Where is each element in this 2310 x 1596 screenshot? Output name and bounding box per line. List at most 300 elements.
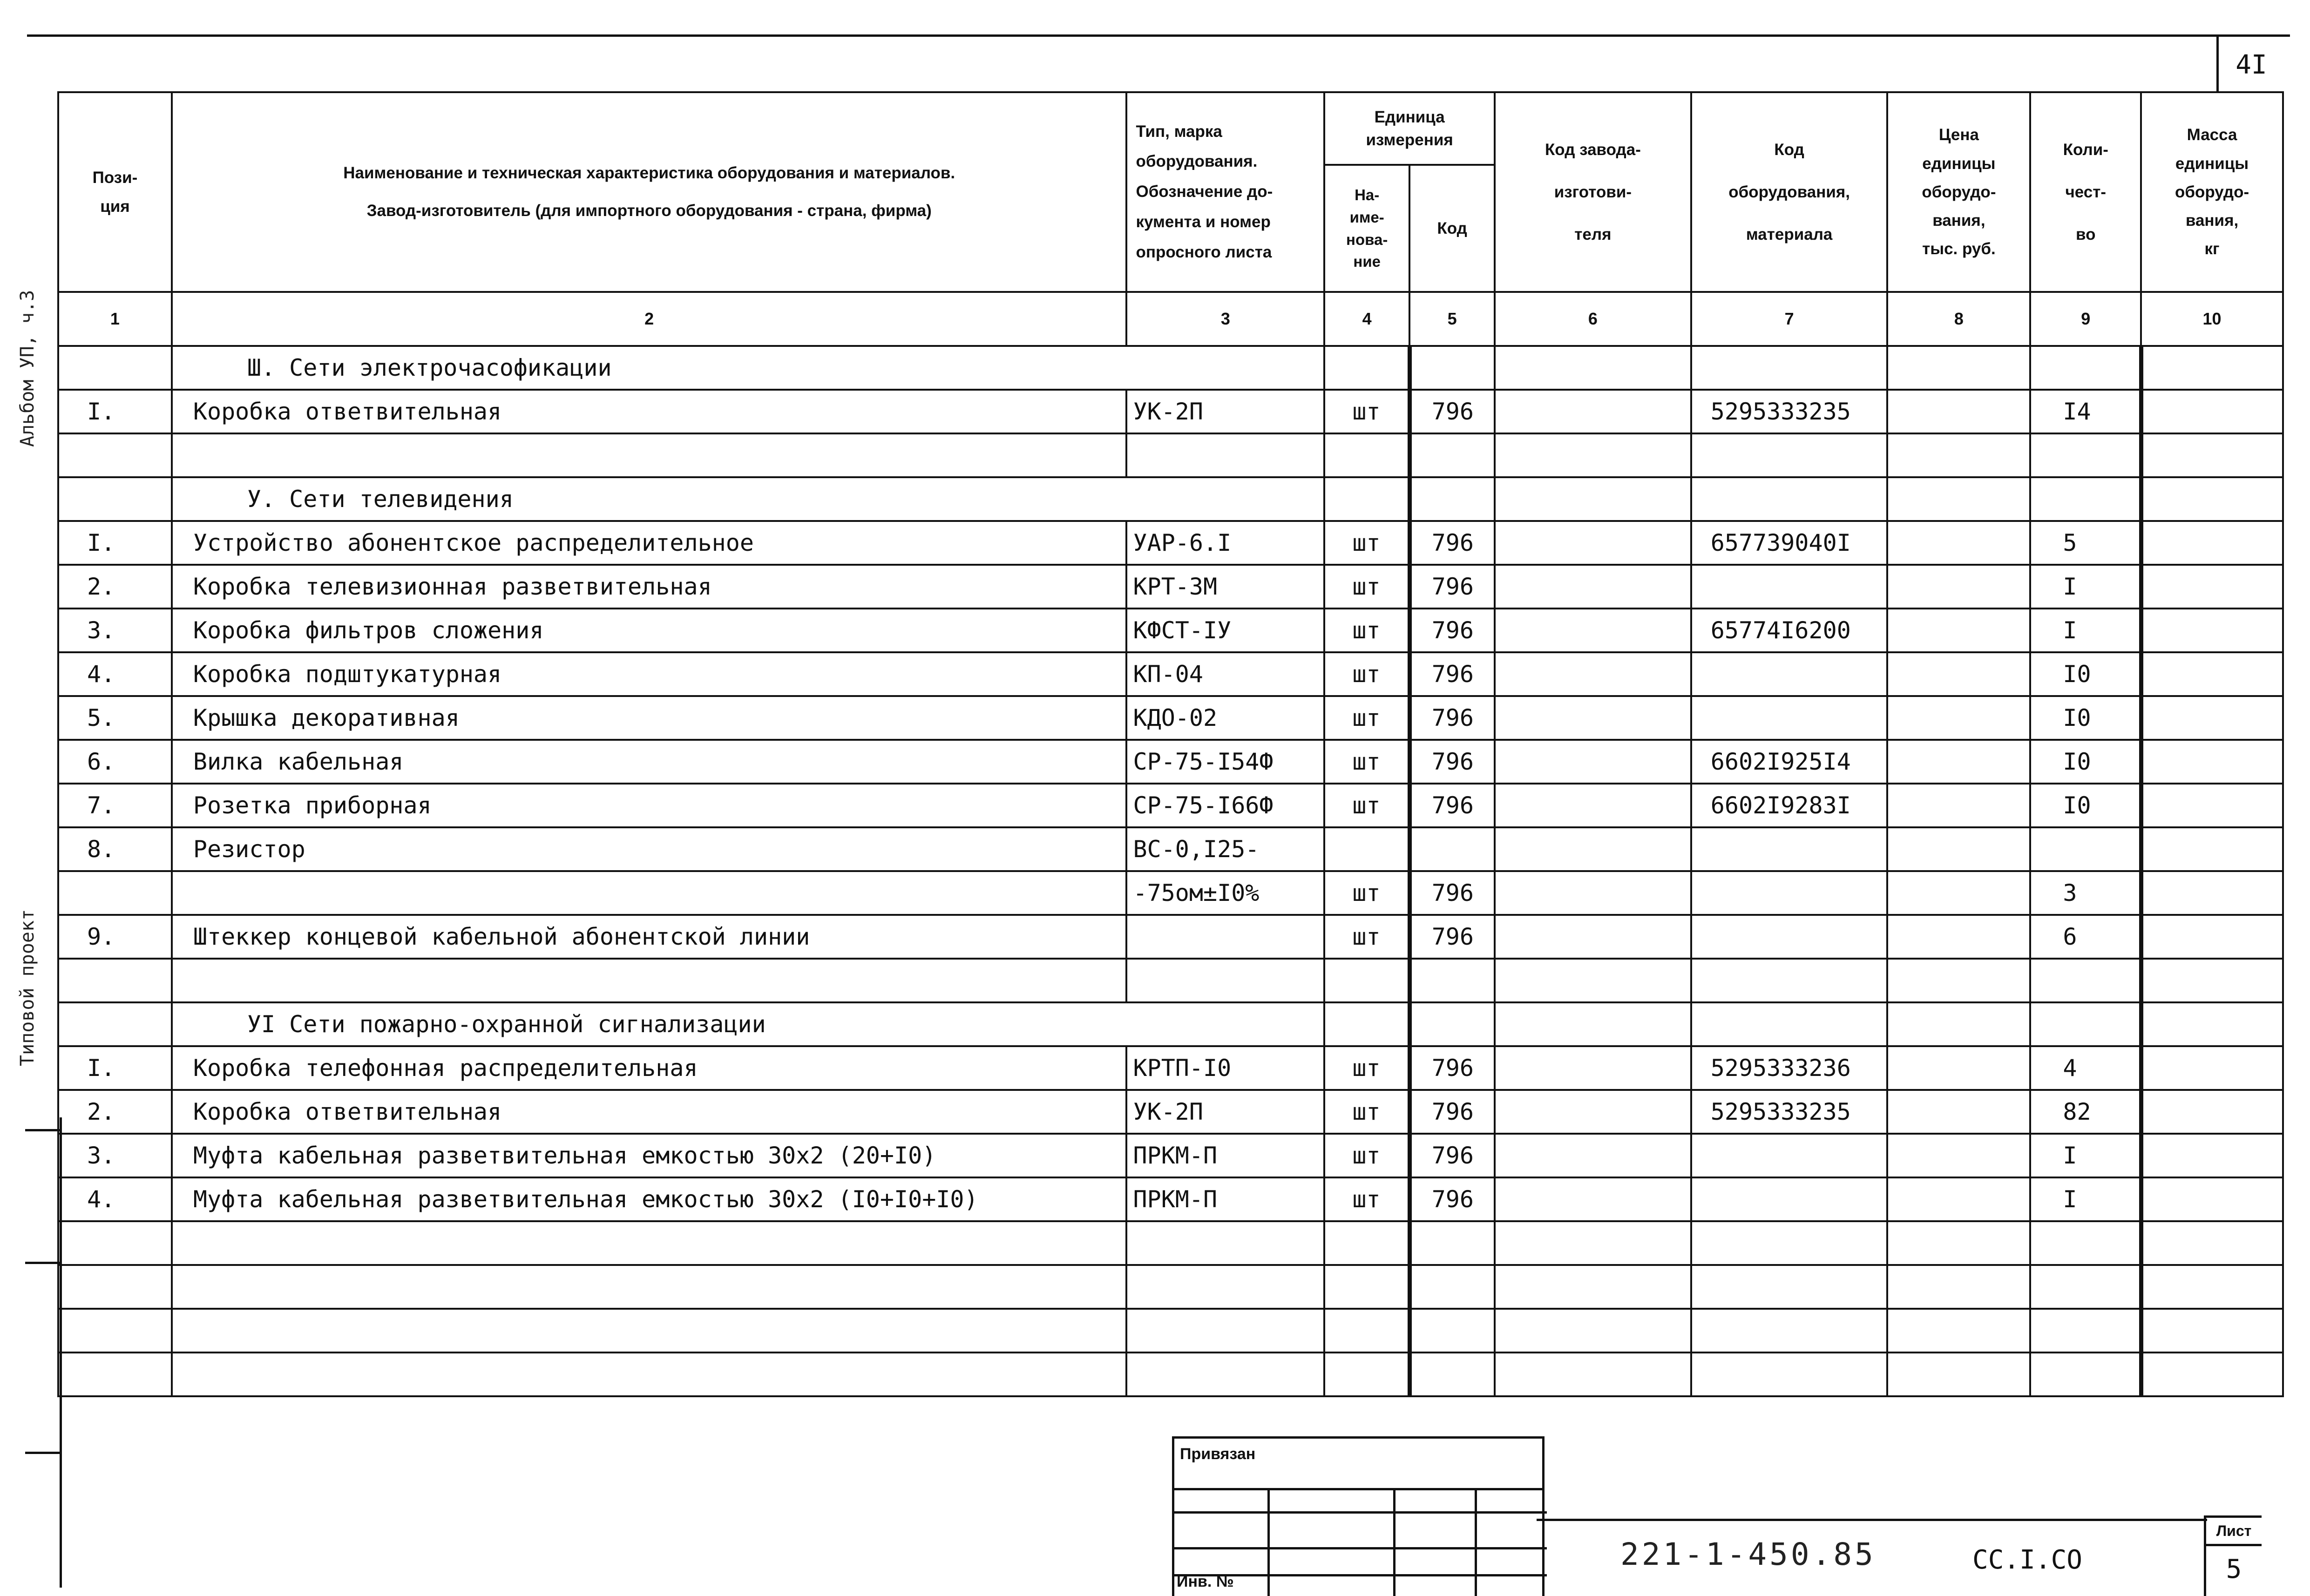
column-number: 5 bbox=[1409, 292, 1495, 346]
cell-price bbox=[1887, 1353, 2030, 1396]
cell-unit-code bbox=[1409, 346, 1495, 390]
cell-mass bbox=[2141, 565, 2283, 609]
cell-price bbox=[1887, 696, 2030, 740]
cell-unit: шт bbox=[1324, 565, 1409, 609]
cell-position bbox=[58, 871, 172, 915]
cell-plant-code bbox=[1495, 1309, 1691, 1353]
header-name-line2: Завод-изготовитель (для импортного оборудования - страна, фирма) bbox=[366, 201, 932, 220]
cell-mark: УАР-6.I bbox=[1126, 521, 1324, 565]
cell-plant-code bbox=[1495, 1353, 1691, 1396]
cell-position: 3. bbox=[58, 1134, 172, 1177]
cell-plant-code bbox=[1495, 565, 1691, 609]
cell-quantity bbox=[2030, 433, 2141, 477]
cell-equipment-code bbox=[1691, 477, 1888, 521]
cell-quantity bbox=[2030, 827, 2141, 871]
cell-price bbox=[1887, 433, 2030, 477]
cell-plant-code bbox=[1495, 477, 1691, 521]
cell-name: Штеккер концевой кабельной абонентской линии bbox=[172, 915, 1127, 959]
cell-unit bbox=[1324, 1221, 1409, 1265]
cell-price bbox=[1887, 1265, 2030, 1309]
cell-equipment-code: 657739040I bbox=[1691, 521, 1888, 565]
cell-unit-code bbox=[1409, 1309, 1495, 1353]
cell-price bbox=[1887, 740, 2030, 784]
cell-unit-code bbox=[1409, 1265, 1495, 1309]
cell-name: Розетка приборная bbox=[172, 784, 1127, 827]
cell-unit-code bbox=[1409, 1002, 1495, 1046]
cell-position: 2. bbox=[58, 1090, 172, 1134]
cell-mass bbox=[2141, 1353, 2283, 1396]
cell-name bbox=[172, 1309, 1127, 1353]
column-number: 10 bbox=[2141, 292, 2283, 346]
table-row bbox=[58, 565, 2283, 609]
cell-equipment-code bbox=[1691, 827, 1888, 871]
cell-mark: ВС-0,I25- bbox=[1126, 827, 1324, 871]
cell-mark bbox=[1126, 1265, 1324, 1309]
page-number: 4I bbox=[2216, 36, 2284, 93]
cell-position: 8. bbox=[58, 827, 172, 871]
cell-unit: шт bbox=[1324, 1177, 1409, 1221]
cell-price bbox=[1887, 1177, 2030, 1221]
cell-equipment-code bbox=[1691, 1353, 1888, 1396]
cell-quantity: I bbox=[2030, 565, 2141, 609]
table-row bbox=[58, 915, 2283, 959]
cell-position: I. bbox=[58, 1046, 172, 1090]
cell-mass bbox=[2141, 1134, 2283, 1177]
cell-unit: шт bbox=[1324, 1090, 1409, 1134]
cell-unit: шт bbox=[1324, 609, 1409, 652]
table-row bbox=[58, 521, 2283, 565]
sheet-top-border bbox=[27, 34, 2290, 37]
table-row bbox=[58, 871, 2283, 915]
cell-name: Крышка декоративная bbox=[172, 696, 1127, 740]
cell-position: 6. bbox=[58, 740, 172, 784]
cell-name: Коробка фильтров сложения bbox=[172, 609, 1127, 652]
cell-unit-code: 796 bbox=[1409, 740, 1495, 784]
cell-position: 9. bbox=[58, 915, 172, 959]
column-number: 4 bbox=[1324, 292, 1409, 346]
cell-quantity: I0 bbox=[2030, 696, 2141, 740]
stamp-grid-line bbox=[1174, 1547, 1547, 1549]
cell-equipment-code: 65774I6200 bbox=[1691, 609, 1888, 652]
cell-position: 4. bbox=[58, 652, 172, 696]
cell-position: 3. bbox=[58, 609, 172, 652]
cell-name bbox=[172, 1353, 1127, 1396]
cell-name: Коробка телефонная распределительная bbox=[172, 1046, 1127, 1090]
cell-quantity bbox=[2030, 1265, 2141, 1309]
cell-plant-code bbox=[1495, 1221, 1691, 1265]
cell-unit-code: 796 bbox=[1409, 652, 1495, 696]
column-number: 9 bbox=[2030, 292, 2141, 346]
cell-plant-code bbox=[1495, 696, 1691, 740]
cell-equipment-code: 5295333235 bbox=[1691, 390, 1888, 433]
cell-equipment-code: 5295333235 bbox=[1691, 1090, 1888, 1134]
cell-price bbox=[1887, 390, 2030, 433]
cell-mass bbox=[2141, 915, 2283, 959]
empty-row bbox=[58, 959, 2283, 1002]
cell-quantity: I bbox=[2030, 1134, 2141, 1177]
table-row bbox=[58, 740, 2283, 784]
table-row bbox=[58, 1090, 2283, 1134]
cell-mark: -75ом±I0% bbox=[1126, 871, 1324, 915]
cell-position bbox=[58, 1002, 172, 1046]
cell-price bbox=[1887, 1134, 2030, 1177]
cell-equipment-code bbox=[1691, 1177, 1888, 1221]
table-row bbox=[58, 827, 2283, 871]
stamp-grid-line bbox=[1267, 1490, 1270, 1596]
cell-mass bbox=[2141, 477, 2283, 521]
cell-mark: СР-75-I54Ф bbox=[1126, 740, 1324, 784]
cell-mass bbox=[2141, 1090, 2283, 1134]
cell-position: 4. bbox=[58, 1177, 172, 1221]
table-row bbox=[58, 784, 2283, 827]
cell-plant-code bbox=[1495, 959, 1691, 1002]
cell-equipment-code bbox=[1691, 1002, 1888, 1046]
cell-plant-code bbox=[1495, 1046, 1691, 1090]
cell-equipment-code bbox=[1691, 1309, 1888, 1353]
cell-quantity: I bbox=[2030, 1177, 2141, 1221]
cell-quantity bbox=[2030, 346, 2141, 390]
cell-quantity bbox=[2030, 959, 2141, 1002]
cell-name: Коробка ответвительная bbox=[172, 1090, 1127, 1134]
cell-plant-code bbox=[1495, 433, 1691, 477]
column-number: 1 bbox=[58, 292, 172, 346]
cell-unit: шт bbox=[1324, 652, 1409, 696]
cell-plant-code bbox=[1495, 1090, 1691, 1134]
empty-row bbox=[58, 1265, 2283, 1309]
side-label-album: Альбом УП, ч.3 bbox=[17, 290, 38, 447]
cell-name: Вилка кабельная bbox=[172, 740, 1127, 784]
cell-position: I. bbox=[58, 390, 172, 433]
cell-equipment-code: 6602I925I4 bbox=[1691, 740, 1888, 784]
cell-plant-code bbox=[1495, 915, 1691, 959]
cell-position bbox=[58, 1265, 172, 1309]
stamp-attached-label: Привязан bbox=[1172, 1436, 1545, 1490]
cell-unit-code: 796 bbox=[1409, 784, 1495, 827]
cell-unit-code bbox=[1409, 433, 1495, 477]
cell-mass bbox=[2141, 346, 2283, 390]
cell-equipment-code bbox=[1691, 565, 1888, 609]
cell-unit: шт bbox=[1324, 784, 1409, 827]
cell-name: Муфта кабельная разветвительная емкостью 30х2 (I0+I0+I0) bbox=[172, 1177, 1127, 1221]
cell-name: Устройство абонентское распределительное bbox=[172, 521, 1127, 565]
cell-equipment-code bbox=[1691, 1134, 1888, 1177]
cell-quantity bbox=[2030, 1309, 2141, 1353]
cell-mass bbox=[2141, 1046, 2283, 1090]
cell-price bbox=[1887, 871, 2030, 915]
cell-price bbox=[1887, 609, 2030, 652]
table-row bbox=[58, 1177, 2283, 1221]
cell-equipment-code: 6602I9283I bbox=[1691, 784, 1888, 827]
cell-plant-code bbox=[1495, 827, 1691, 871]
cell-mark: ПРКМ-П bbox=[1126, 1134, 1324, 1177]
cell-quantity bbox=[2030, 1221, 2141, 1265]
section-title: Ш. Сети электрочасофикации bbox=[172, 346, 1324, 390]
cell-mark bbox=[1126, 1309, 1324, 1353]
cell-unit: шт bbox=[1324, 521, 1409, 565]
cell-mark: КРТП-I0 bbox=[1126, 1046, 1324, 1090]
cell-name: Резистор bbox=[172, 827, 1127, 871]
cell-unit-code: 796 bbox=[1409, 521, 1495, 565]
cell-unit-code: 796 bbox=[1409, 1134, 1495, 1177]
cell-mass bbox=[2141, 1265, 2283, 1309]
specification-table bbox=[57, 91, 2284, 1397]
cell-name bbox=[172, 433, 1127, 477]
margin-tick bbox=[25, 1129, 61, 1131]
cell-price bbox=[1887, 1002, 2030, 1046]
column-numbers-row bbox=[58, 292, 2283, 346]
empty-row bbox=[58, 433, 2283, 477]
header-name bbox=[172, 92, 1127, 292]
cell-mark: КРТ-3М bbox=[1126, 565, 1324, 609]
column-number: 8 bbox=[1887, 292, 2030, 346]
cell-equipment-code bbox=[1691, 1221, 1888, 1265]
cell-quantity: I0 bbox=[2030, 652, 2141, 696]
cell-mass bbox=[2141, 609, 2283, 652]
cell-equipment-code bbox=[1691, 696, 1888, 740]
cell-plant-code bbox=[1495, 1177, 1691, 1221]
cell-unit bbox=[1324, 1309, 1409, 1353]
section-title: У. Сети телевидения bbox=[172, 477, 1324, 521]
cell-mark bbox=[1126, 1353, 1324, 1396]
stamp-grid-line bbox=[1475, 1490, 1477, 1596]
cell-price bbox=[1887, 784, 2030, 827]
cell-equipment-code bbox=[1691, 959, 1888, 1002]
cell-unit-code: 796 bbox=[1409, 565, 1495, 609]
section-row bbox=[58, 477, 2283, 521]
cell-price bbox=[1887, 1046, 2030, 1090]
cell-unit bbox=[1324, 1265, 1409, 1309]
cell-equipment-code bbox=[1691, 871, 1888, 915]
sheet-label: Лист bbox=[2206, 1518, 2262, 1546]
cell-equipment-code bbox=[1691, 915, 1888, 959]
cell-position: I. bbox=[58, 521, 172, 565]
cell-price bbox=[1887, 652, 2030, 696]
document-code: 221-1-450.85 bbox=[1620, 1536, 1876, 1572]
cell-quantity: 5 bbox=[2030, 521, 2141, 565]
cell-mass bbox=[2141, 827, 2283, 871]
cell-equipment-code bbox=[1691, 346, 1888, 390]
cell-name: Коробка телевизионная разветвительная bbox=[172, 565, 1127, 609]
cell-unit-code: 796 bbox=[1409, 609, 1495, 652]
header-unit-code: Код bbox=[1409, 165, 1495, 292]
cell-mass bbox=[2141, 1221, 2283, 1265]
cell-mark: КП-04 bbox=[1126, 652, 1324, 696]
cell-quantity bbox=[2030, 477, 2141, 521]
cell-quantity bbox=[2030, 1353, 2141, 1396]
cell-unit-code: 796 bbox=[1409, 390, 1495, 433]
cell-plant-code bbox=[1495, 346, 1691, 390]
cell-unit-code bbox=[1409, 477, 1495, 521]
empty-row bbox=[58, 1221, 2283, 1265]
sheet-number-box bbox=[2204, 1515, 2262, 1596]
stamp-grid-line bbox=[1393, 1490, 1395, 1596]
cell-unit: шт bbox=[1324, 696, 1409, 740]
cell-unit-code: 796 bbox=[1409, 1090, 1495, 1134]
cell-mark: ПРКМ-П bbox=[1126, 1177, 1324, 1221]
column-number: 3 bbox=[1126, 292, 1324, 346]
table-row bbox=[58, 1046, 2283, 1090]
cell-name: Коробка подштукатурная bbox=[172, 652, 1127, 696]
cell-plant-code bbox=[1495, 871, 1691, 915]
empty-row bbox=[58, 1353, 2283, 1396]
cell-price bbox=[1887, 1309, 2030, 1353]
cell-unit bbox=[1324, 433, 1409, 477]
section-row bbox=[58, 1002, 2283, 1046]
cell-name bbox=[172, 871, 1127, 915]
header-position: Пози- ция bbox=[58, 92, 172, 292]
cell-name bbox=[172, 1265, 1127, 1309]
cell-name bbox=[172, 959, 1127, 1002]
cell-unit-code bbox=[1409, 1221, 1495, 1265]
cell-unit bbox=[1324, 346, 1409, 390]
cell-position bbox=[58, 433, 172, 477]
cell-quantity: I4 bbox=[2030, 390, 2141, 433]
cell-price bbox=[1887, 1090, 2030, 1134]
cell-mass bbox=[2141, 652, 2283, 696]
cell-quantity: 4 bbox=[2030, 1046, 2141, 1090]
cell-unit bbox=[1324, 959, 1409, 1002]
table-row bbox=[58, 696, 2283, 740]
cell-unit-code: 796 bbox=[1409, 915, 1495, 959]
cell-quantity: I bbox=[2030, 609, 2141, 652]
header-name-line1: Наименование и техническая характеристика оборудования и материалов. bbox=[343, 164, 955, 182]
table-row bbox=[58, 609, 2283, 652]
cell-unit-code bbox=[1409, 959, 1495, 1002]
cell-price bbox=[1887, 915, 2030, 959]
cell-position: 2. bbox=[58, 565, 172, 609]
cell-unit bbox=[1324, 1002, 1409, 1046]
cell-equipment-code: 5295333236 bbox=[1691, 1046, 1888, 1090]
cell-position bbox=[58, 346, 172, 390]
cell-plant-code bbox=[1495, 652, 1691, 696]
cell-position bbox=[58, 477, 172, 521]
header-plant-code: Код завода- изготови- теля bbox=[1495, 92, 1691, 292]
cell-unit: шт bbox=[1324, 1134, 1409, 1177]
cell-mass bbox=[2141, 784, 2283, 827]
cell-position bbox=[58, 1353, 172, 1396]
column-number: 7 bbox=[1691, 292, 1888, 346]
cell-price bbox=[1887, 521, 2030, 565]
sheet-code: СС.I.СО bbox=[1972, 1545, 2083, 1575]
cell-quantity: I0 bbox=[2030, 740, 2141, 784]
stamp-grid-line bbox=[1174, 1511, 1547, 1514]
cell-mark: КФСТ-IУ bbox=[1126, 609, 1324, 652]
cell-mark bbox=[1126, 959, 1324, 1002]
cell-position bbox=[58, 1309, 172, 1353]
cell-plant-code bbox=[1495, 390, 1691, 433]
cell-unit bbox=[1324, 477, 1409, 521]
cell-plant-code bbox=[1495, 784, 1691, 827]
cell-mass bbox=[2141, 1002, 2283, 1046]
binding-stamp bbox=[1172, 1436, 1545, 1596]
cell-mass bbox=[2141, 1309, 2283, 1353]
cell-unit: шт bbox=[1324, 915, 1409, 959]
cell-position: 7. bbox=[58, 784, 172, 827]
header-quantity: Коли- чест- во bbox=[2030, 92, 2141, 292]
cell-equipment-code bbox=[1691, 433, 1888, 477]
header-unit-name: На- име- нова- ние bbox=[1324, 165, 1409, 292]
cell-price bbox=[1887, 959, 2030, 1002]
cell-name: Муфта кабельная разветвительная емкостью 30х2 (20+I0) bbox=[172, 1134, 1127, 1177]
cell-mark bbox=[1126, 1221, 1324, 1265]
cell-plant-code bbox=[1495, 1134, 1691, 1177]
empty-row bbox=[58, 1309, 2283, 1353]
cell-mass bbox=[2141, 521, 2283, 565]
cell-equipment-code bbox=[1691, 1265, 1888, 1309]
cell-unit-code: 796 bbox=[1409, 1177, 1495, 1221]
cell-price bbox=[1887, 477, 2030, 521]
header-price: Цена единицы оборудо- вания, тыс. руб. bbox=[1887, 92, 2030, 292]
table-row bbox=[58, 1134, 2283, 1177]
cell-quantity bbox=[2030, 1002, 2141, 1046]
cell-mass bbox=[2141, 433, 2283, 477]
cell-mark bbox=[1126, 915, 1324, 959]
cell-mass bbox=[2141, 1177, 2283, 1221]
cell-mark: КДО-02 bbox=[1126, 696, 1324, 740]
cell-quantity: 82 bbox=[2030, 1090, 2141, 1134]
margin-tick bbox=[25, 1452, 61, 1454]
table-row bbox=[58, 390, 2283, 433]
cell-plant-code bbox=[1495, 740, 1691, 784]
header-equipment-code: Код оборудования, материала bbox=[1691, 92, 1888, 292]
cell-mark bbox=[1126, 433, 1324, 477]
header-type: Тип, марка оборудования. Обозначение до- кумента и номер опросного листа bbox=[1126, 92, 1324, 292]
cell-mass bbox=[2141, 696, 2283, 740]
cell-unit bbox=[1324, 1353, 1409, 1396]
cell-unit-code: 796 bbox=[1409, 696, 1495, 740]
cell-price bbox=[1887, 1221, 2030, 1265]
side-label-project: Типовой проект bbox=[17, 909, 38, 1066]
section-title: УI Сети пожарно-охранной сигнализации bbox=[172, 1002, 1324, 1046]
cell-unit: шт bbox=[1324, 1046, 1409, 1090]
header-mass: Масса единицы оборудо- вания, кг bbox=[2141, 92, 2283, 292]
header-unit-group: Единица измерения bbox=[1324, 92, 1495, 165]
column-number: 6 bbox=[1495, 292, 1691, 346]
cell-position bbox=[58, 959, 172, 1002]
cell-equipment-code bbox=[1691, 652, 1888, 696]
cell-quantity: 3 bbox=[2030, 871, 2141, 915]
cell-mass bbox=[2141, 740, 2283, 784]
cell-price bbox=[1887, 827, 2030, 871]
stamp-inventory-label: Инв. № bbox=[1177, 1573, 1234, 1590]
cell-unit bbox=[1324, 827, 1409, 871]
cell-unit-code: 796 bbox=[1409, 1046, 1495, 1090]
section-row bbox=[58, 346, 2283, 390]
cell-mass bbox=[2141, 959, 2283, 1002]
cell-name bbox=[172, 1221, 1127, 1265]
cell-position: 5. bbox=[58, 696, 172, 740]
cell-plant-code bbox=[1495, 609, 1691, 652]
cell-mass bbox=[2141, 390, 2283, 433]
margin-tick bbox=[25, 1262, 61, 1264]
column-number: 2 bbox=[172, 292, 1127, 346]
table-row bbox=[58, 652, 2283, 696]
cell-plant-code bbox=[1495, 1002, 1691, 1046]
cell-unit: шт bbox=[1324, 390, 1409, 433]
cell-unit-code: 796 bbox=[1409, 871, 1495, 915]
cell-mark: СР-75-I66Ф bbox=[1126, 784, 1324, 827]
cell-unit: шт bbox=[1324, 871, 1409, 915]
title-block-line bbox=[1537, 1519, 2207, 1521]
cell-position bbox=[58, 1221, 172, 1265]
cell-plant-code bbox=[1495, 521, 1691, 565]
cell-name: Коробка ответвительная bbox=[172, 390, 1127, 433]
cell-plant-code bbox=[1495, 1265, 1691, 1309]
sheet-number: 5 bbox=[2226, 1554, 2242, 1584]
cell-mark: УК-2П bbox=[1126, 1090, 1324, 1134]
cell-quantity: 6 bbox=[2030, 915, 2141, 959]
cell-quantity: I0 bbox=[2030, 784, 2141, 827]
